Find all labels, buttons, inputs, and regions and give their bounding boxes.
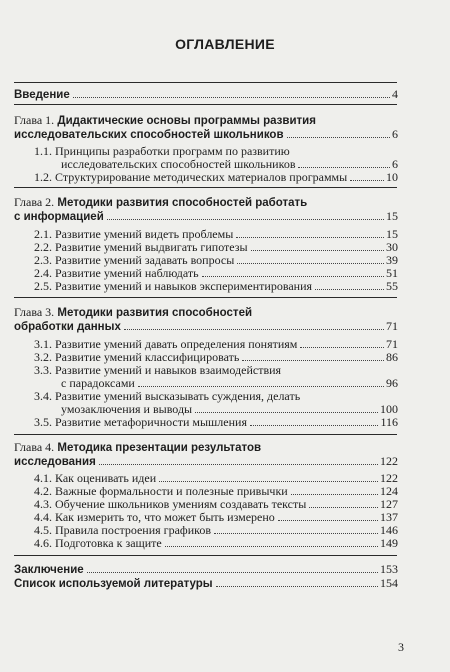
section-1-1-line1: 1.1. Принципы разработки программ по развитию [34,144,290,158]
toc-entry-4-4[interactable]: 4.4. Как измерить то, что может быть измерено 137 [34,510,398,524]
page-title: ОГЛАВЛЕНИЕ [175,36,275,52]
divider [14,104,397,105]
toc-entry-intro[interactable] [14,88,398,102]
toc-entry-4-5[interactable]: 4.5. Правила построения графиков 146 [34,523,398,537]
toc-entry-3-5[interactable]: 3.5. Развитие метафоричности мышления 116 [34,415,398,429]
divider [14,434,397,435]
toc-entry-2-4[interactable]: 2.4. Развитие умений наблюдать 51 [34,266,398,280]
toc-entry-3-4[interactable]: умозаключения и выводы 100 [61,402,398,416]
divider [14,297,397,298]
toc-entry-chapter-4[interactable]: исследования 122 [14,454,398,468]
section-3-3-line1: 3.3. Развитие умений и навыков взаимодействия [34,363,282,377]
toc-entry-4-3[interactable]: 4.3. Обучение школьников умениям создавать тексты 127 [34,497,398,511]
page-number: 3 [398,640,404,654]
divider [14,187,397,188]
section-3-4-line1: 3.4. Развитие умений высказывать суждения, делать [34,389,301,403]
toc-entry-2-3[interactable]: 2.3. Развитие умений задавать вопросы 39 [34,253,398,267]
toc-entry-4-6[interactable]: 4.6. Подготовка к защите 149 [34,536,398,550]
entry-page: 4 [392,87,398,101]
toc-entry-chapter-2[interactable]: с информацией 15 [14,209,398,223]
toc-entry-chapter-1[interactable]: исследовательских способностей школьников 6 [14,127,398,141]
divider [14,555,397,556]
toc-entry-chapter-3[interactable]: обработки данных 71 [14,319,398,333]
toc-entry-3-1[interactable]: 3.1. Развитие умений давать определения понятиям 71 [34,337,398,351]
toc-entry-4-1[interactable]: 4.1. Как оценивать идеи 122 [34,471,398,485]
toc-entry-3-2[interactable]: 3.2. Развитие умений классифицировать 86 [34,350,398,364]
toc-entry-2-1[interactable]: 2.1. Развитие умений видеть проблемы 15 [34,227,398,241]
chapter-2-heading: Глава 2. Методики развития способностей работать [14,195,308,209]
toc-entry-conclusion[interactable]: Заключение 153 [14,562,398,576]
toc-entry-3-3[interactable]: с парадоксами 96 [61,376,398,390]
toc-entry-1-2[interactable]: 1.2. Структурирование методических материалов программы 10 [34,170,398,184]
chapter-1-heading: Глава 1. Дидактические основы программы развития [14,113,316,127]
toc-entry-2-2[interactable]: 2.2. Развитие умений выдвигать гипотезы 30 [34,240,398,254]
toc-entry-1-1[interactable]: исследовательских способностей школьников 6 [61,157,398,171]
entry-label: Введение [14,89,70,101]
toc-entry-4-2[interactable]: 4.2. Важные формальности и полезные привычки 124 [34,484,398,498]
toc-entry-2-5[interactable]: 2.5. Развитие умений и навыков экспериментирования 55 [34,279,398,293]
divider [14,82,397,83]
chapter-3-heading: Глава 3. Методики развития способностей [14,305,253,319]
chapter-4-heading: Глава 4. Методика презентации результатов [14,440,262,454]
toc-entry-references[interactable]: Список используемой литературы 154 [14,576,398,590]
